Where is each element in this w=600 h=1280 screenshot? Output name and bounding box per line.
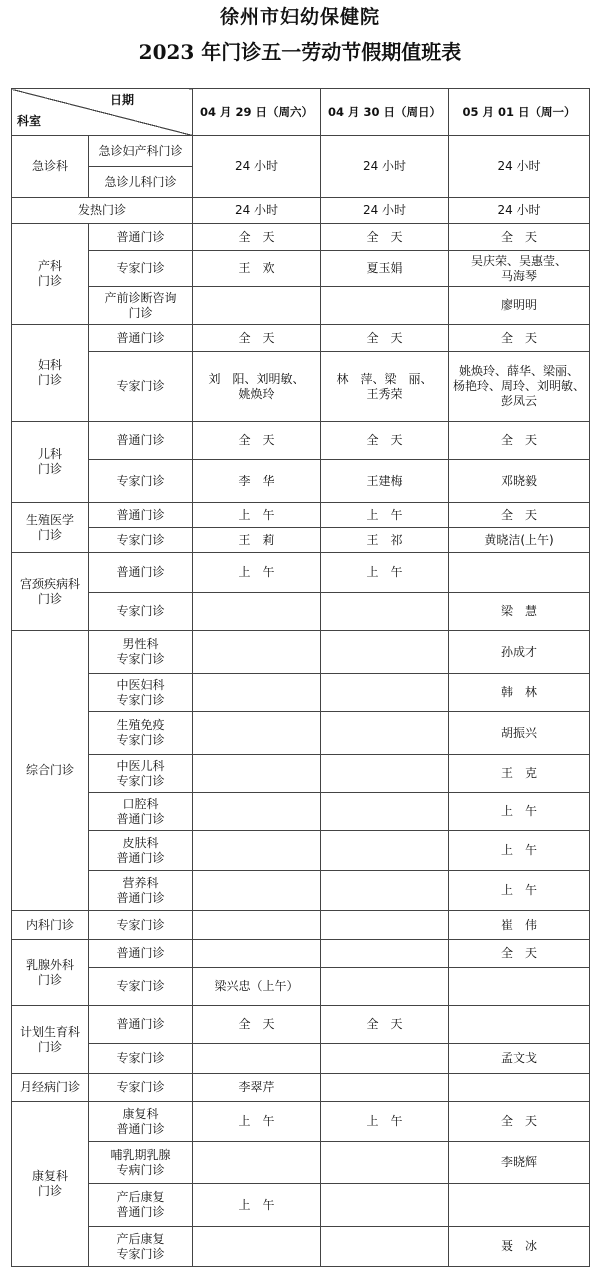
sub-cell: 普通门诊: [89, 553, 193, 593]
sub-cell: 专家门诊: [89, 251, 193, 287]
duty-cell: 全 天: [321, 1006, 449, 1044]
table-row: [12, 422, 590, 460]
sub-cell: 专家门诊: [89, 593, 193, 631]
sub-cell: 产前诊断咨询 门诊: [89, 287, 193, 325]
duty-cell: [193, 593, 321, 631]
sub-cell: 普通门诊: [89, 940, 193, 968]
duty-cell: 全 天: [193, 422, 321, 460]
dept-cell: 妇科 门诊: [12, 325, 89, 422]
sub-cell: 中医妇科 专家门诊: [89, 674, 193, 712]
sub-cell: 急诊妇产科门诊: [89, 136, 193, 167]
table-row: [12, 1102, 590, 1142]
table-row: [12, 460, 590, 503]
table-row: [12, 251, 590, 287]
duty-cell: 全 天: [321, 325, 449, 352]
table-row: [12, 352, 590, 422]
duty-cell: 上 午: [321, 553, 449, 593]
duty-cell: 李晓辉: [449, 1142, 590, 1184]
dept-cell: 急诊科: [12, 136, 89, 198]
table-row: [12, 553, 590, 593]
table-row: [12, 528, 590, 553]
duty-cell: 黄晓洁(上午): [449, 528, 590, 553]
sub-cell: 生殖免疫 专家门诊: [89, 712, 193, 755]
duty-cell: 全 天: [449, 325, 590, 352]
duty-cell: 24 小时: [193, 136, 321, 198]
table-row: [12, 940, 590, 968]
sub-cell: 普通门诊: [89, 422, 193, 460]
duty-cell: 王 祁: [321, 528, 449, 553]
duty-cell: [193, 755, 321, 793]
sub-cell: 专家门诊: [89, 352, 193, 422]
table-row: [12, 631, 590, 674]
duty-cell: 上 午: [449, 831, 590, 871]
duty-cell: 夏玉娟: [321, 251, 449, 287]
table-row: [12, 1227, 590, 1267]
table-row: [12, 755, 590, 793]
duty-cell: 王 莉: [193, 528, 321, 553]
sub-cell: 普通门诊: [89, 1006, 193, 1044]
table-row: [12, 198, 590, 224]
dept-axis-label: 科室: [17, 114, 42, 128]
duty-cell: [321, 1227, 449, 1267]
duty-cell: 全 天: [449, 503, 590, 528]
duty-cell: 韩 林: [449, 674, 590, 712]
duty-cell: 聂 冰: [449, 1227, 590, 1267]
table-row: [12, 287, 590, 325]
duty-cell: 24 小时: [321, 136, 449, 198]
duty-cell: 24 小时: [449, 198, 590, 224]
duty-cell: 李 华: [193, 460, 321, 503]
duty-cell: [321, 287, 449, 325]
duty-cell: 全 天: [193, 224, 321, 251]
dept-cell: 月经病门诊: [12, 1074, 89, 1102]
sub-cell: 普通门诊: [89, 503, 193, 528]
sub-cell: 普通门诊: [89, 224, 193, 251]
table-row: [12, 1142, 590, 1184]
duty-cell: 孙成才: [449, 631, 590, 674]
duty-cell: [449, 1006, 590, 1044]
duty-cell: 梁兴忠（上午）: [193, 968, 321, 1006]
duty-cell: [321, 940, 449, 968]
dept-cell: 计划生育科 门诊: [12, 1006, 89, 1074]
duty-cell: [321, 1142, 449, 1184]
table-row: [12, 712, 590, 755]
sub-cell: 专家门诊: [89, 968, 193, 1006]
sub-cell: 皮肤科 普通门诊: [89, 831, 193, 871]
duty-cell: 上 午: [321, 1102, 449, 1142]
dept-cell: 康复科 门诊: [12, 1102, 89, 1267]
duty-cell: [321, 911, 449, 940]
table-row: [12, 1184, 590, 1227]
duty-cell: [321, 1074, 449, 1102]
duty-cell: 邓晓毅: [449, 460, 590, 503]
duty-cell: 全 天: [193, 325, 321, 352]
table-row: [12, 503, 590, 528]
duty-cell: 林 萍、梁 丽、 王秀荣: [321, 352, 449, 422]
dept-cell: 儿科 门诊: [12, 422, 89, 503]
sub-cell: 专家门诊: [89, 1074, 193, 1102]
duty-cell: [193, 631, 321, 674]
duty-cell: 全 天: [321, 422, 449, 460]
duty-cell: [321, 968, 449, 1006]
duty-cell: [321, 793, 449, 831]
dept-cell: 乳腺外科 门诊: [12, 940, 89, 1006]
duty-cell: [193, 1142, 321, 1184]
dept-cell: 发热门诊: [12, 198, 193, 224]
duty-cell: 李翠芹: [193, 1074, 321, 1102]
duty-cell: 王 克: [449, 755, 590, 793]
table-row: [12, 871, 590, 911]
duty-cell: 全 天: [449, 1102, 590, 1142]
dept-cell: 宫颈疾病科 门诊: [12, 553, 89, 631]
table-row: [12, 968, 590, 1006]
duty-cell: 孟文戈: [449, 1044, 590, 1074]
duty-cell: [193, 712, 321, 755]
table-row: [12, 593, 590, 631]
duty-cell: 刘 阳、刘明敏、 姚焕玲: [193, 352, 321, 422]
sub-cell: 男性科 专家门诊: [89, 631, 193, 674]
sub-cell: 专家门诊: [89, 911, 193, 940]
sub-cell: 口腔科 普通门诊: [89, 793, 193, 831]
sub-cell: 专家门诊: [89, 460, 193, 503]
duty-cell: [321, 1184, 449, 1227]
table-row: [12, 831, 590, 871]
duty-cell: [321, 871, 449, 911]
duty-cell: [193, 1227, 321, 1267]
date-header-0430: 04 月 30 日（周日）: [321, 89, 449, 136]
sub-cell: 产后康复 专家门诊: [89, 1227, 193, 1267]
duty-cell: [321, 593, 449, 631]
sub-cell: 康复科 普通门诊: [89, 1102, 193, 1142]
date-header-0501: 05 月 01 日（周一）: [449, 89, 590, 136]
date-header-0429: 04 月 29 日（周六）: [193, 89, 321, 136]
sub-cell: 专家门诊: [89, 528, 193, 553]
dept-cell: 产科 门诊: [12, 224, 89, 325]
duty-cell: 上 午: [449, 871, 590, 911]
duty-cell: [449, 1074, 590, 1102]
dept-cell: 生殖医学 门诊: [12, 503, 89, 553]
table-row: [12, 674, 590, 712]
duty-cell: 上 午: [193, 1184, 321, 1227]
duty-cell: 24 小时: [321, 198, 449, 224]
duty-cell: 上 午: [193, 1102, 321, 1142]
diagonal-header-cell: [12, 89, 193, 136]
duty-cell: 24 小时: [193, 198, 321, 224]
duty-cell: 崔 伟: [449, 911, 590, 940]
table-row: [12, 793, 590, 831]
duty-cell: 上 午: [193, 553, 321, 593]
hospital-title: 徐州市妇幼保健院: [219, 6, 380, 28]
date-axis-label: 日期: [109, 93, 134, 107]
duty-cell: [193, 871, 321, 911]
duty-cell: 吴庆荣、吴惠莹、 马海琴: [449, 251, 590, 287]
dept-cell: 内科门诊: [12, 911, 89, 940]
header-row: [12, 89, 590, 136]
duty-cell: [449, 1184, 590, 1227]
duty-cell: 姚焕玲、薛华、梁丽、 杨艳玲、周玲、刘明敏、 彭凤云: [449, 352, 590, 422]
duty-cell: [193, 287, 321, 325]
sub-cell: 营养科 普通门诊: [89, 871, 193, 911]
duty-roster-table: [11, 88, 590, 1267]
duty-cell: 上 午: [321, 503, 449, 528]
duty-cell: 梁 慧: [449, 593, 590, 631]
table-row: [12, 136, 590, 167]
duty-cell: 全 天: [449, 422, 590, 460]
duty-cell: [321, 831, 449, 871]
table-row: [12, 325, 590, 352]
table-row: [12, 1074, 590, 1102]
duty-cell: 全 天: [321, 224, 449, 251]
duty-cell: [449, 553, 590, 593]
sub-cell: 专家门诊: [89, 1044, 193, 1074]
duty-cell: 胡振兴: [449, 712, 590, 755]
duty-cell: [193, 674, 321, 712]
duty-cell: [321, 1044, 449, 1074]
duty-cell: [321, 712, 449, 755]
table-row: [12, 1044, 590, 1074]
duty-cell: 全 天: [449, 940, 590, 968]
duty-cell: [449, 968, 590, 1006]
sub-cell: 普通门诊: [89, 325, 193, 352]
sub-cell: 哺乳期乳腺 专病门诊: [89, 1142, 193, 1184]
duty-cell: [321, 755, 449, 793]
sub-cell: 中医儿科 专家门诊: [89, 755, 193, 793]
duty-cell: [193, 911, 321, 940]
duty-cell: [193, 831, 321, 871]
duty-cell: 王建梅: [321, 460, 449, 503]
duty-cell: 全 天: [193, 1006, 321, 1044]
duty-cell: 廖明明: [449, 287, 590, 325]
table-row: [12, 1006, 590, 1044]
dept-cell: 综合门诊: [12, 631, 89, 911]
duty-cell: [193, 793, 321, 831]
duty-cell: 上 午: [193, 503, 321, 528]
table-row: [12, 911, 590, 940]
sub-cell: 产后康复 普通门诊: [89, 1184, 193, 1227]
duty-cell: [321, 674, 449, 712]
duty-cell: [193, 940, 321, 968]
duty-cell: 全 天: [449, 224, 590, 251]
duty-cell: 24 小时: [449, 136, 590, 198]
duty-cell: [193, 1044, 321, 1074]
sub-cell: 急诊儿科门诊: [89, 167, 193, 198]
duty-cell: 王 欢: [193, 251, 321, 287]
duty-cell: [321, 631, 449, 674]
duty-cell: 上 午: [449, 793, 590, 831]
table-row: [12, 224, 590, 251]
roster-title: 2023 年门诊五一劳动节假期值班表: [138, 40, 462, 64]
